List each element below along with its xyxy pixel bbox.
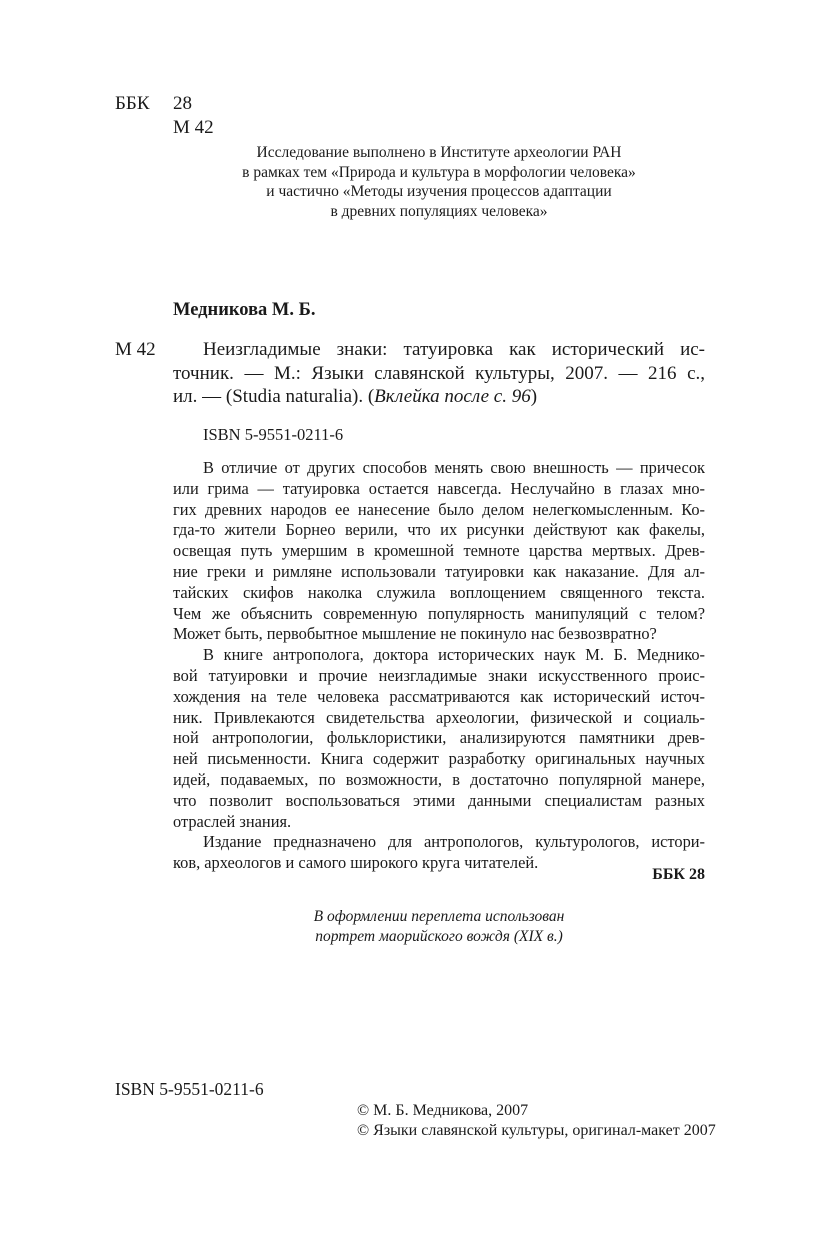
annotation-line: В книге антрополога, доктора исторических наук М. Б. Меднико- xyxy=(203,645,705,665)
bbk-label: ББК xyxy=(115,93,150,114)
annotation-line: тайских скифов наколка служила воплощением священного текста. xyxy=(173,582,705,602)
catalog-mark: М 42 xyxy=(115,339,156,360)
biblio-insert-note: Вклейка после с. 96 xyxy=(374,386,531,407)
bbk-number: 28 xyxy=(173,93,192,114)
research-note-line: Исследование выполнено в Институте археологии РАН xyxy=(256,144,622,161)
biblio-line: Неизгладимые знаки: татуировка как исторический ис- xyxy=(203,339,705,360)
annotation-line: отраслей знания. xyxy=(173,811,292,831)
isbn-line: ISBN 5-9551-0211-6 xyxy=(203,425,344,444)
biblio-line: точник. — М.: Языки славянской культуры, 2007. — 216 с., xyxy=(173,362,705,384)
annotation-line: ние греки и римляне использовали татуировки как наказание. Для ал- xyxy=(173,561,705,581)
annotation-line: ник. Привлекаются свидетельства археологии, физической и социаль- xyxy=(173,707,705,727)
cover-note-line: В оформлении переплета использован xyxy=(313,908,565,925)
annotation xyxy=(173,458,705,874)
annotation-line: вой татуировки и прочие неизгладимые знаки искусственного проис- xyxy=(173,665,705,685)
biblio-plain: ил. — (Studia naturalia). ( xyxy=(173,386,375,407)
research-note-line: и частично «Методы изучения процессов адаптации xyxy=(266,183,612,200)
copyright-block xyxy=(357,1101,716,1140)
annotation-line: гих древних народов ее нанесение было делом нелегкомысленным. Ко- xyxy=(173,499,705,519)
research-note-line: в древних популяциях человека» xyxy=(330,202,548,220)
biblio-line xyxy=(173,385,705,409)
annotation-line: гда-то жители Борнео верили, что их рисунки действуют как факелы, xyxy=(173,520,705,540)
cover-note xyxy=(173,907,705,946)
author-mark: М 42 xyxy=(173,117,214,138)
annotation-line: хождения на теле человека рассматриваются как исторический источ- xyxy=(173,686,705,706)
annotation-line: ков, археологов и самого широкого круга читателей. xyxy=(173,853,539,873)
research-note-line: в рамках тем «Природа и культура в морфологии человека» xyxy=(242,163,636,181)
copyright-line: © Языки славянской культуры, оригинал-макет 2007 xyxy=(357,1121,716,1139)
annotation-line: что позволит воспользоваться этими данными специалистам разных xyxy=(173,790,705,810)
annotation-line: В отличие от других способов менять свою внешность — причесок xyxy=(203,458,705,477)
annotation-line: ней письменности. Книга содержит разработку оригинальных научных xyxy=(173,749,705,769)
copyright-line: © М. Б. Медникова, 2007 xyxy=(357,1102,529,1119)
annotation-line: или грима — татуировка остается навсегда. Неслучайно в глазах мно- xyxy=(173,478,705,498)
annotation-line: Чем же объяснить современную популярность манипуляций с телом? xyxy=(173,603,705,623)
annotation-line: Может быть, первобытное мышление не покинуло нас безвозвратно? xyxy=(173,624,657,644)
bibliographic-description xyxy=(173,338,705,409)
research-note xyxy=(173,143,705,221)
cover-note-line: портрет маорийского вождя (XIX в.) xyxy=(315,927,563,945)
biblio-close: ) xyxy=(530,386,538,407)
annotation-line: ной антропологии, фольклористики, анализируются памятники древ- xyxy=(173,728,705,748)
isbn-bottom: ISBN 5-9551-0211-6 xyxy=(115,1079,264,1099)
annotation-line: Издание предназначено для антропологов, культурологов, истори- xyxy=(203,832,705,852)
author-heading: Медникова М. Б. xyxy=(173,300,316,320)
annotation-line: идей, подаваемых, по возможности, в достаточно популярной манере, xyxy=(173,769,705,789)
bbk-classification xyxy=(115,92,192,116)
annotation-line: освещая путь умершим в кромешной темноте царства мертвых. Древ- xyxy=(173,541,705,561)
bbk-index: ББК 28 xyxy=(652,866,705,883)
